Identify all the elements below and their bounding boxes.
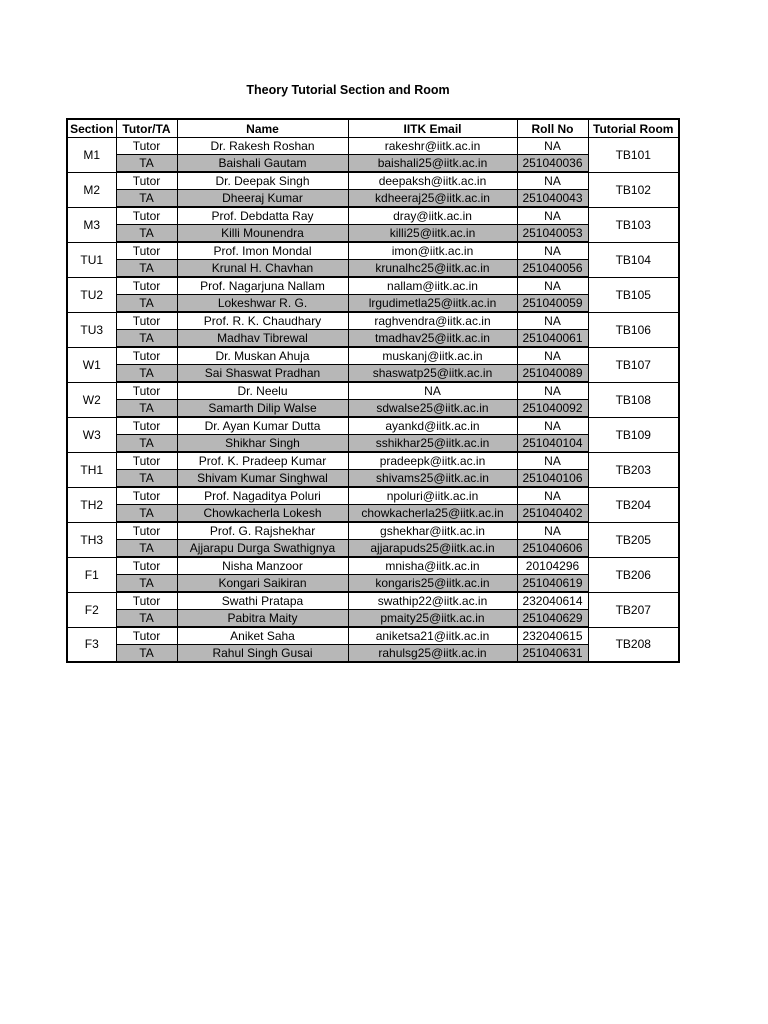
roll-cell: 251040036 <box>517 155 588 173</box>
role-cell: TA <box>116 470 177 488</box>
table-row-ta <box>67 505 679 523</box>
role-cell: Tutor <box>116 207 177 225</box>
section-cell: TU2 <box>67 277 116 312</box>
header-roll: Roll No <box>517 119 588 138</box>
header-room: Tutorial Room <box>588 119 679 138</box>
roll-cell: 251040402 <box>517 505 588 523</box>
name-cell: Shikhar Singh <box>177 435 348 453</box>
room-cell: TB206 <box>588 557 679 592</box>
section-cell: W1 <box>67 347 116 382</box>
role-cell: Tutor <box>116 627 177 645</box>
name-cell: Prof. Nagaditya Poluri <box>177 487 348 505</box>
name-cell: Lokeshwar R. G. <box>177 295 348 313</box>
table-row-ta <box>67 295 679 313</box>
roll-cell: NA <box>517 242 588 260</box>
section-cell: TH2 <box>67 487 116 522</box>
email-cell: rahulsg25@iitk.ac.in <box>348 645 517 663</box>
table-row-ta <box>67 645 679 663</box>
room-cell: TB103 <box>588 207 679 242</box>
email-cell: dray@iitk.ac.in <box>348 207 517 225</box>
section-cell: M1 <box>67 138 116 173</box>
roll-cell: NA <box>517 452 588 470</box>
role-cell: Tutor <box>116 277 177 295</box>
role-cell: Tutor <box>116 522 177 540</box>
email-cell: rakeshr@iitk.ac.in <box>348 138 517 155</box>
room-cell: TB207 <box>588 592 679 627</box>
email-cell: mnisha@iitk.ac.in <box>348 557 517 575</box>
room-cell: TB203 <box>588 452 679 487</box>
table-row-ta <box>67 365 679 383</box>
email-cell: sdwalse25@iitk.ac.in <box>348 400 517 418</box>
section-cell: TU1 <box>67 242 116 277</box>
role-cell: TA <box>116 610 177 628</box>
role-cell: TA <box>116 190 177 208</box>
table-row-ta <box>67 155 679 173</box>
name-cell: Rahul Singh Gusai <box>177 645 348 663</box>
room-cell: TB106 <box>588 312 679 347</box>
roll-cell: NA <box>517 522 588 540</box>
roll-cell: 251040043 <box>517 190 588 208</box>
role-cell: TA <box>116 575 177 593</box>
header-email: IITK Email <box>348 119 517 138</box>
email-cell: pradeepk@iitk.ac.in <box>348 452 517 470</box>
roll-cell: NA <box>517 382 588 400</box>
email-cell: npoluri@iitk.ac.in <box>348 487 517 505</box>
email-cell: aniketsa21@iitk.ac.in <box>348 627 517 645</box>
table-row-tutor <box>67 277 679 295</box>
name-cell: Sai Shaswat Pradhan <box>177 365 348 383</box>
email-cell: tmadhav25@iitk.ac.in <box>348 330 517 348</box>
name-cell: Madhav Tibrewal <box>177 330 348 348</box>
room-cell: TB208 <box>588 627 679 662</box>
role-cell: Tutor <box>116 382 177 400</box>
table-row-tutor <box>67 487 679 505</box>
name-cell: Nisha Manzoor <box>177 557 348 575</box>
table-row-ta <box>67 575 679 593</box>
section-cell: TH3 <box>67 522 116 557</box>
roll-cell: 251040629 <box>517 610 588 628</box>
name-cell: Samarth Dilip Walse <box>177 400 348 418</box>
role-cell: TA <box>116 365 177 383</box>
email-cell: kdheeraj25@iitk.ac.in <box>348 190 517 208</box>
page-title: Theory Tutorial Section and Room <box>246 83 450 97</box>
role-cell: TA <box>116 645 177 663</box>
roll-cell: 251040619 <box>517 575 588 593</box>
email-cell: deepaksh@iitk.ac.in <box>348 172 517 190</box>
table-row-tutor <box>67 172 679 190</box>
name-cell: Prof. K. Pradeep Kumar <box>177 452 348 470</box>
name-cell: Prof. R. K. Chaudhary <box>177 312 348 330</box>
email-cell: lrgudimetla25@iitk.ac.in <box>348 295 517 313</box>
room-cell: TB105 <box>588 277 679 312</box>
role-cell: TA <box>116 540 177 558</box>
email-cell: shivams25@iitk.ac.in <box>348 470 517 488</box>
roll-cell: NA <box>517 312 588 330</box>
room-cell: TB102 <box>588 172 679 207</box>
roll-cell: 232040615 <box>517 627 588 645</box>
section-cell: M3 <box>67 207 116 242</box>
role-cell: Tutor <box>116 452 177 470</box>
room-cell: TB205 <box>588 522 679 557</box>
email-cell: ayankd@iitk.ac.in <box>348 417 517 435</box>
role-cell: TA <box>116 400 177 418</box>
name-cell: Dr. Deepak Singh <box>177 172 348 190</box>
name-cell: Prof. Imon Mondal <box>177 242 348 260</box>
table-row-tutor <box>67 312 679 330</box>
table-row-ta <box>67 260 679 278</box>
name-cell: Aniket Saha <box>177 627 348 645</box>
roll-cell: 232040614 <box>517 592 588 610</box>
roll-cell: 251040056 <box>517 260 588 278</box>
role-cell: TA <box>116 505 177 523</box>
role-cell: Tutor <box>116 242 177 260</box>
tutorial-table <box>66 118 680 663</box>
section-cell: W3 <box>67 417 116 452</box>
email-cell: ajjarapuds25@iitk.ac.in <box>348 540 517 558</box>
table-row-ta <box>67 540 679 558</box>
table-row-tutor <box>67 138 679 155</box>
role-cell: Tutor <box>116 417 177 435</box>
room-cell: TB109 <box>588 417 679 452</box>
name-cell: Kongari Saikiran <box>177 575 348 593</box>
room-cell: TB107 <box>588 347 679 382</box>
table-row-tutor <box>67 627 679 645</box>
role-cell: TA <box>116 435 177 453</box>
header-section: Section <box>67 119 116 138</box>
email-cell: baishali25@iitk.ac.in <box>348 155 517 173</box>
room-cell: TB104 <box>588 242 679 277</box>
name-cell: Pabitra Maity <box>177 610 348 628</box>
room-cell: TB204 <box>588 487 679 522</box>
email-cell: imon@iitk.ac.in <box>348 242 517 260</box>
name-cell: Prof. Nagarjuna Nallam <box>177 277 348 295</box>
table-row-tutor <box>67 382 679 400</box>
section-cell: F1 <box>67 557 116 592</box>
name-cell: Prof. Debdatta Ray <box>177 207 348 225</box>
roll-cell: NA <box>517 207 588 225</box>
section-cell: F3 <box>67 627 116 662</box>
roll-cell: NA <box>517 487 588 505</box>
email-cell: killi25@iitk.ac.in <box>348 225 517 243</box>
section-cell: M2 <box>67 172 116 207</box>
table-row-tutor <box>67 242 679 260</box>
role-cell: TA <box>116 260 177 278</box>
email-cell: krunalhc25@iitk.ac.in <box>348 260 517 278</box>
email-cell: swathip22@iitk.ac.in <box>348 592 517 610</box>
table-row-tutor <box>67 452 679 470</box>
table-row-tutor <box>67 347 679 365</box>
email-cell: nallam@iitk.ac.in <box>348 277 517 295</box>
roll-cell: 251040606 <box>517 540 588 558</box>
roll-cell: NA <box>517 347 588 365</box>
email-cell: gshekhar@iitk.ac.in <box>348 522 517 540</box>
email-cell: chowkacherla25@iitk.ac.in <box>348 505 517 523</box>
roll-cell: NA <box>517 172 588 190</box>
roll-cell: 251040059 <box>517 295 588 313</box>
name-cell: Prof. G. Rajshekhar <box>177 522 348 540</box>
role-cell: TA <box>116 295 177 313</box>
name-cell: Swathi Pratapa <box>177 592 348 610</box>
roll-cell: 251040631 <box>517 645 588 663</box>
header-role: Tutor/TA <box>116 119 177 138</box>
name-cell: Dr. Neelu <box>177 382 348 400</box>
role-cell: Tutor <box>116 347 177 365</box>
name-cell: Dr. Ayan Kumar Dutta <box>177 417 348 435</box>
email-cell: NA <box>348 382 517 400</box>
table-row-ta <box>67 610 679 628</box>
role-cell: Tutor <box>116 557 177 575</box>
name-cell: Dr. Rakesh Roshan <box>177 138 348 155</box>
table-row-tutor <box>67 592 679 610</box>
roll-cell: NA <box>517 277 588 295</box>
roll-cell: NA <box>517 138 588 155</box>
email-cell: kongaris25@iitk.ac.in <box>348 575 517 593</box>
roll-cell: 251040092 <box>517 400 588 418</box>
roll-cell: 251040089 <box>517 365 588 383</box>
section-cell: F2 <box>67 592 116 627</box>
role-cell: Tutor <box>116 487 177 505</box>
roll-cell: 251040104 <box>517 435 588 453</box>
name-cell: Dr. Muskan Ahuja <box>177 347 348 365</box>
name-cell: Baishali Gautam <box>177 155 348 173</box>
table-row-tutor <box>67 522 679 540</box>
email-cell: sshikhar25@iitk.ac.in <box>348 435 517 453</box>
name-cell: Dheeraj Kumar <box>177 190 348 208</box>
name-cell: Shivam Kumar Singhwal <box>177 470 348 488</box>
section-cell: W2 <box>67 382 116 417</box>
table-body <box>67 138 679 663</box>
table-row-tutor <box>67 557 679 575</box>
roll-cell: 251040061 <box>517 330 588 348</box>
room-cell: TB101 <box>588 138 679 173</box>
table-row-ta <box>67 330 679 348</box>
section-cell: TH1 <box>67 452 116 487</box>
roll-cell: NA <box>517 417 588 435</box>
table-row-tutor <box>67 207 679 225</box>
header-row <box>67 119 679 138</box>
roll-cell: 20104296 <box>517 557 588 575</box>
email-cell: muskanj@iitk.ac.in <box>348 347 517 365</box>
email-cell: raghvendra@iitk.ac.in <box>348 312 517 330</box>
role-cell: TA <box>116 155 177 173</box>
role-cell: TA <box>116 330 177 348</box>
email-cell: shaswatp25@iitk.ac.in <box>348 365 517 383</box>
roll-cell: 251040106 <box>517 470 588 488</box>
table-row-ta <box>67 400 679 418</box>
table-row-ta <box>67 225 679 243</box>
role-cell: Tutor <box>116 172 177 190</box>
role-cell: TA <box>116 225 177 243</box>
name-cell: Ajjarapu Durga Swathignya <box>177 540 348 558</box>
roll-cell: 251040053 <box>517 225 588 243</box>
table-row-ta <box>67 470 679 488</box>
table-row-ta <box>67 435 679 453</box>
section-cell: TU3 <box>67 312 116 347</box>
name-cell: Chowkacherla Lokesh <box>177 505 348 523</box>
name-cell: Krunal H. Chavhan <box>177 260 348 278</box>
room-cell: TB108 <box>588 382 679 417</box>
name-cell: Killi Mounendra <box>177 225 348 243</box>
table-row-ta <box>67 190 679 208</box>
role-cell: Tutor <box>116 592 177 610</box>
role-cell: Tutor <box>116 312 177 330</box>
header-name: Name <box>177 119 348 138</box>
email-cell: pmaity25@iitk.ac.in <box>348 610 517 628</box>
role-cell: Tutor <box>116 138 177 155</box>
table-row-tutor <box>67 417 679 435</box>
